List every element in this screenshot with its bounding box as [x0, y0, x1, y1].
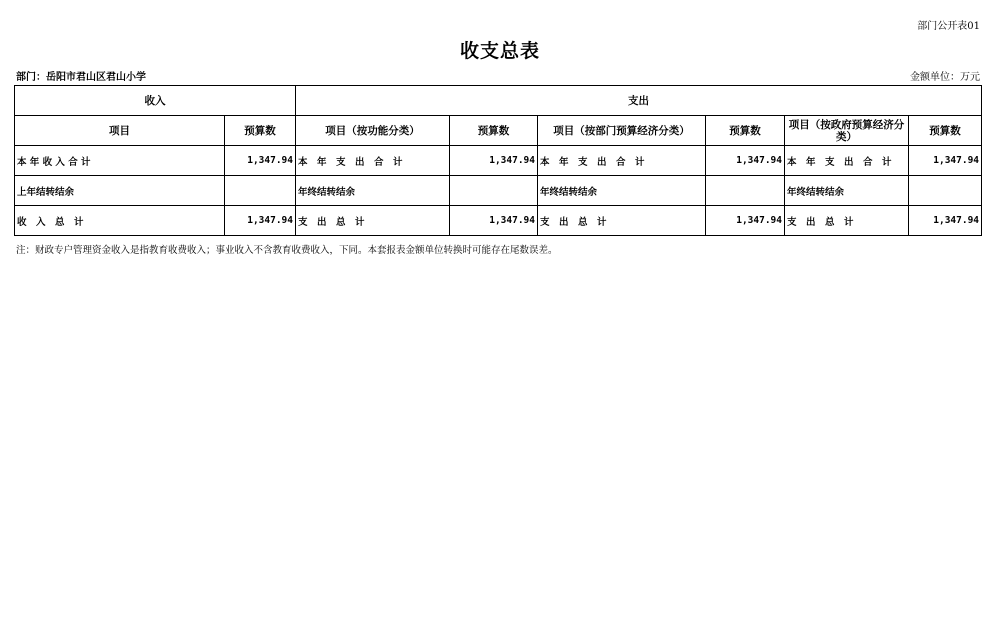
table-row: [15, 176, 982, 206]
amount-cell: 1,347.94: [225, 206, 296, 236]
column-header: 项目（按政府预算经济分类）: [785, 116, 909, 146]
amount-cell: 1,347.94: [225, 146, 296, 176]
row-label: 年终结转结余: [785, 176, 909, 206]
form-code: 部门公开表01: [917, 21, 980, 32]
row-label: 支 出 总 计: [296, 206, 450, 236]
row-label: 支 出 总 计: [785, 206, 909, 236]
amount-cell: 1,347.94: [450, 146, 538, 176]
page-title: 收支总表: [459, 40, 540, 62]
column-header: 预算数: [706, 116, 785, 146]
row-label: 上年结转结余: [15, 176, 225, 206]
column-header-row: [15, 116, 982, 146]
amount-unit-label: 金额单位：万元: [910, 72, 980, 83]
amount-cell: 1,347.94: [450, 206, 538, 236]
row-label: 年终结转结余: [296, 176, 450, 206]
amount-cell: 1,347.94: [909, 146, 982, 176]
column-header: 预算数: [225, 116, 296, 146]
table-row: [15, 146, 982, 176]
column-header: 项目（按部门预算经济分类）: [538, 116, 706, 146]
row-label: 本 年 支 出 合 计: [296, 146, 450, 176]
amount-cell: [225, 176, 296, 206]
row-label: 本 年 支 出 合 计: [785, 146, 909, 176]
amount-cell: [706, 176, 785, 206]
department-label: 部门：岳阳市君山区君山小学: [16, 72, 146, 83]
row-label: 本 年 支 出 合 计: [538, 146, 706, 176]
column-header: 项目（按功能分类）: [296, 116, 450, 146]
group-header-row: [15, 86, 982, 116]
row-label: 收 入 总 计: [15, 206, 225, 236]
row-label: 本 年 收 入 合 计: [15, 146, 225, 176]
column-header: 预算数: [450, 116, 538, 146]
amount-cell: 1,347.94: [706, 206, 785, 236]
table-row: [15, 206, 982, 236]
income-group-header: 收入: [15, 86, 296, 116]
column-header: 项目: [15, 116, 225, 146]
amount-cell: 1,347.94: [909, 206, 982, 236]
amount-cell: [450, 176, 538, 206]
row-label: 年终结转结余: [538, 176, 706, 206]
budget-summary-table: [14, 85, 982, 236]
row-label: 支 出 总 计: [538, 206, 706, 236]
amount-cell: [909, 176, 982, 206]
footnote: 注：财政专户管理资金收入是指教育收费收入；事业收入不含教育收费收入，下同。本套报表金额单位转换时可能存在尾数误差。: [16, 245, 558, 256]
expense-group-header: 支出: [296, 86, 982, 116]
amount-cell: 1,347.94: [706, 146, 785, 176]
column-header: 预算数: [909, 116, 982, 146]
